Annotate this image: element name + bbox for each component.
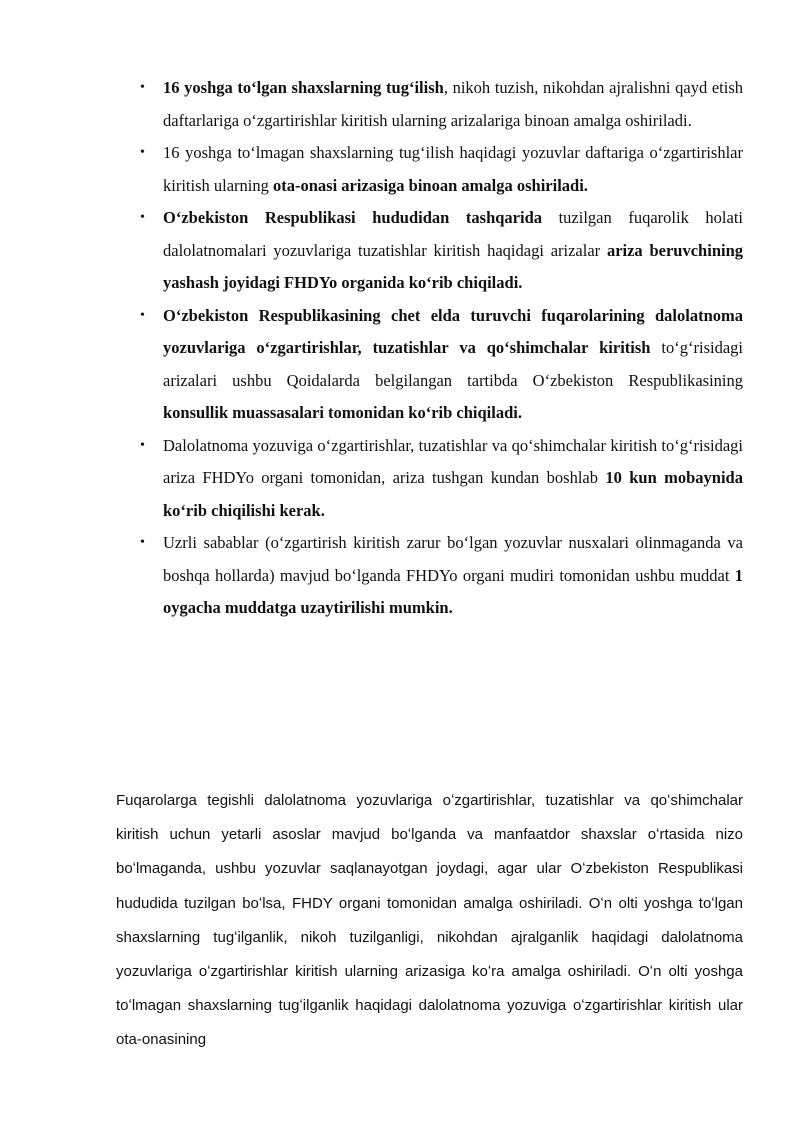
list-item-text (163, 78, 743, 130)
plain-text: Dalolatnoma yozuviga o‘zgartirishlar, tuzatishlar va qo‘shimchalar kiritish to‘g‘risidagi ariza FHDYo organi tomonidan, ariza tushgan kundan boshlab (163, 435, 743, 487)
list-item-text (163, 208, 743, 292)
list-item (140, 430, 743, 528)
bullet-icon: • (140, 210, 145, 225)
bold-text: konsullik muassasalari tomonidan ko‘rib chiqiladi. (163, 403, 522, 422)
list-item-text (163, 306, 743, 423)
bold-text: ariza beruvchining yashash joyidagi FHDYo organida ko‘rib chiqiladi. (163, 240, 744, 292)
bullet-list (140, 72, 744, 625)
list-item (140, 137, 743, 202)
list-item (140, 300, 743, 430)
bullet-icon: • (140, 535, 145, 550)
list-item (140, 527, 743, 625)
bold-text: O‘zbekiston Respublikasi hududidan tashqarida (163, 208, 542, 227)
plain-text: Uzrli sabablar (o‘zgartirish kiritish zarur bo‘lgan yozuvlar nusxalari olinmaganda va boshqa hollarda) mavjud bo‘lganda FHDYo organi mudiri tomonidan ushbu muddat (163, 533, 743, 585)
list-item-text (163, 533, 743, 617)
bold-text: 1 oygacha muddatga uzaytirilishi mumkin. (163, 565, 743, 617)
list-item-text (163, 143, 743, 195)
bold-text: O‘zbekiston Respublikasining chet elda turuvchi fuqarolarining dalolatnoma yozuvlariga o‘zgartirishlar, tuzatishlar va qo‘shimchalar kiritish (163, 305, 743, 357)
bold-text: ota-onasi arizasiga binoan amalga oshiriladi. (273, 175, 588, 195)
list-item-text (163, 436, 743, 520)
plain-text: to‘g‘risidagi arizalari ushbu Qoidalarda belgilangan tartibda O‘zbekiston Respublikasining (163, 338, 743, 390)
bullet-icon: • (140, 437, 145, 453)
plain-text: tuzilgan fuqarolik holati dalolatnomalari yozuvlariga tuzatishlar kiritish haqidagi arizalar (163, 208, 743, 260)
bullet-icon: • (140, 145, 145, 160)
plain-text: 16 yoshga to‘lmagan shaxslarning tug‘ilish haqidagi yozuvlar daftariga o‘zgartirishlar kiritish ularning (163, 143, 743, 195)
list-item (140, 72, 744, 137)
list-item (140, 202, 744, 300)
bold-text: 10 kun mobaynida ko‘rib chiqilishi kerak. (163, 468, 743, 520)
plain-text: , nikoh tuzish, nikohdan ajralishni qayd etish daftarlariga o‘zgartirishlar kiritish ularning arizalariga binoan amalga oshiriladi. (163, 78, 744, 130)
bullet-icon: • (140, 307, 145, 323)
bullet-icon: • (140, 80, 145, 95)
bold-text: 16 yoshga to‘lgan shaxslarning tug‘ilish (163, 78, 444, 97)
body-paragraph: Fuqarolarga tegishli dalolatnoma yozuvlariga oʻzgartirishlar, tuzatishlar va qoʻshimchalar kiritish uchun yetarli asoslar mavjud boʻlganda va manfaatdor shaxslar oʻrtasida nizo boʻlmaganda, ushbu yozuvlar saqlanayotgan joydagi, agar ular Oʻzbekiston Respublikasi hududida tuzilgan boʻlsa, FHDY organi tomonidan amalga oshiriladi. Oʻn olti yoshga toʻlgan shaxslarning tugʻilganlik, nikoh tuzilganligi, nikohdan ajralganlik haqidagi dalolatnoma yozuvlariga oʻzgartirishlar kiritish ularning arizasiga koʻra amalga oshiriladi. Oʻn olti yoshga toʻlmagan shaxslarning tugʻilganlik haqidagi dalolatnoma yozuviga oʻzgartirishlar kiritish ular ota-onasining (116, 792, 743, 1049)
